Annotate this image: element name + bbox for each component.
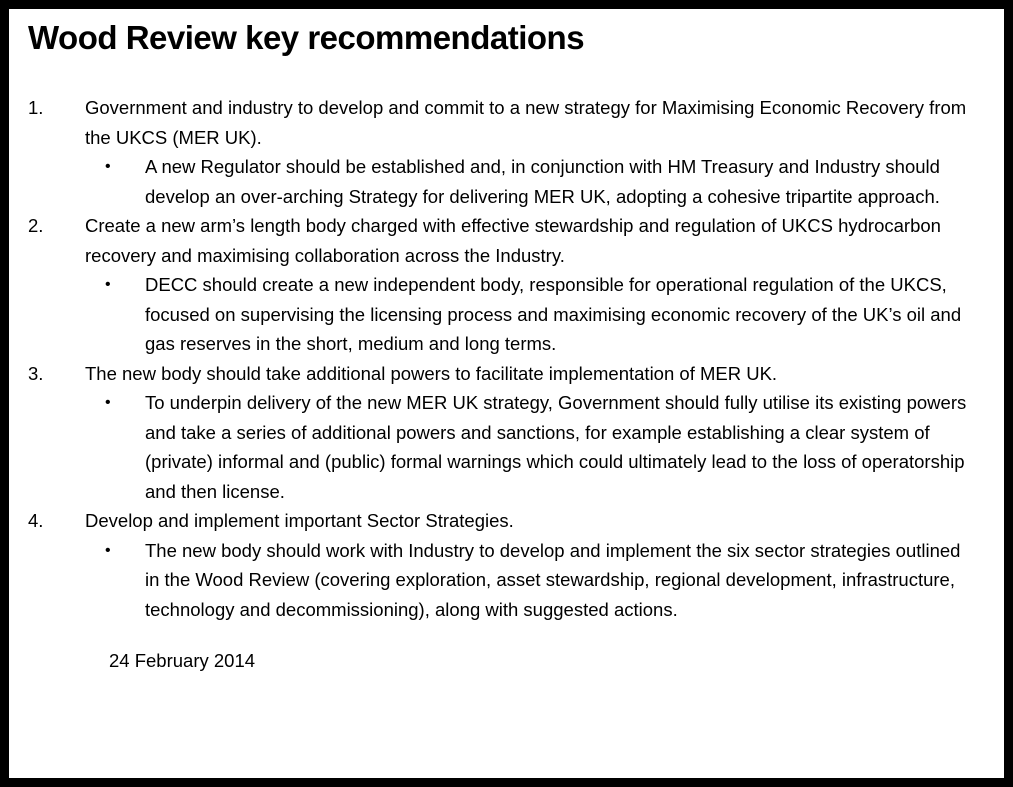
list-item (28, 359, 976, 507)
sub-bullet-text: The new body should work with Industry to develop and implement the six sector strategies outlined in the Wood Review (covering exploration, asset stewardship, regional development, infrastructure, technology and decommissioning), along with suggested actions. (145, 539, 961, 620)
list-item-text: Develop and implement important Sector Strategies. (85, 510, 514, 531)
list-item-body (85, 359, 976, 507)
list-item-text: Create a new arm’s length body charged with effective stewardship and regulation of UKCS hydrocarbon recovery and maximising collaboration across the Industry. (85, 215, 941, 266)
list-item-body (85, 211, 976, 359)
sub-bullet (85, 270, 976, 359)
list-item (28, 506, 976, 624)
list-item (28, 93, 976, 211)
recommendations-list (28, 93, 976, 676)
list-item-text: Government and industry to develop and commit to a new strategy for Maximising Economic Recovery from the UKCS (MER UK). (85, 97, 967, 148)
list-item-number: 4. (28, 510, 44, 531)
page-title: Wood Review key recommendations (28, 19, 585, 56)
sub-bullet-text: A new Regulator should be established and, in conjunction with HM Treasury and Industry should develop an over-arching Strategy for delivering MER UK, adopting a cohesive tripartite approach. (145, 156, 940, 207)
list-item-body (85, 93, 976, 211)
sub-bullet (85, 152, 976, 211)
list-item (28, 211, 976, 359)
list-item-number: 3. (28, 362, 44, 384)
sub-bullet (85, 536, 976, 625)
list-item-text: The new body should take additional powers to facilitate implementation of MER UK. (85, 362, 778, 384)
date-label: 24 February 2014 (109, 650, 256, 671)
sub-bullet-text: To underpin delivery of the new MER UK strategy, Government should fully utilise its existing powers and take a series of additional powers and sanctions, for example establishing a clear system of (private) informal and (public) formal warnings which could ultimately lead to the loss of operatorship and then license. (145, 392, 967, 502)
bullet-icon: • (105, 276, 111, 293)
sub-bullet-text: DECC should create a new independent body, responsible for operational regulation of the UKCS, focused on supervising the licensing process and maximising economic recovery of the UK’s oil and gas reserves in the short, medium and long terms. (145, 274, 962, 354)
bullet-icon: • (105, 541, 111, 559)
sub-bullet (85, 388, 976, 506)
bullet-icon: • (105, 158, 111, 175)
list-item-number: 1. (28, 97, 44, 118)
bullet-icon: • (105, 394, 111, 411)
list-item-number: 2. (28, 215, 44, 236)
list-item-body (85, 506, 976, 624)
